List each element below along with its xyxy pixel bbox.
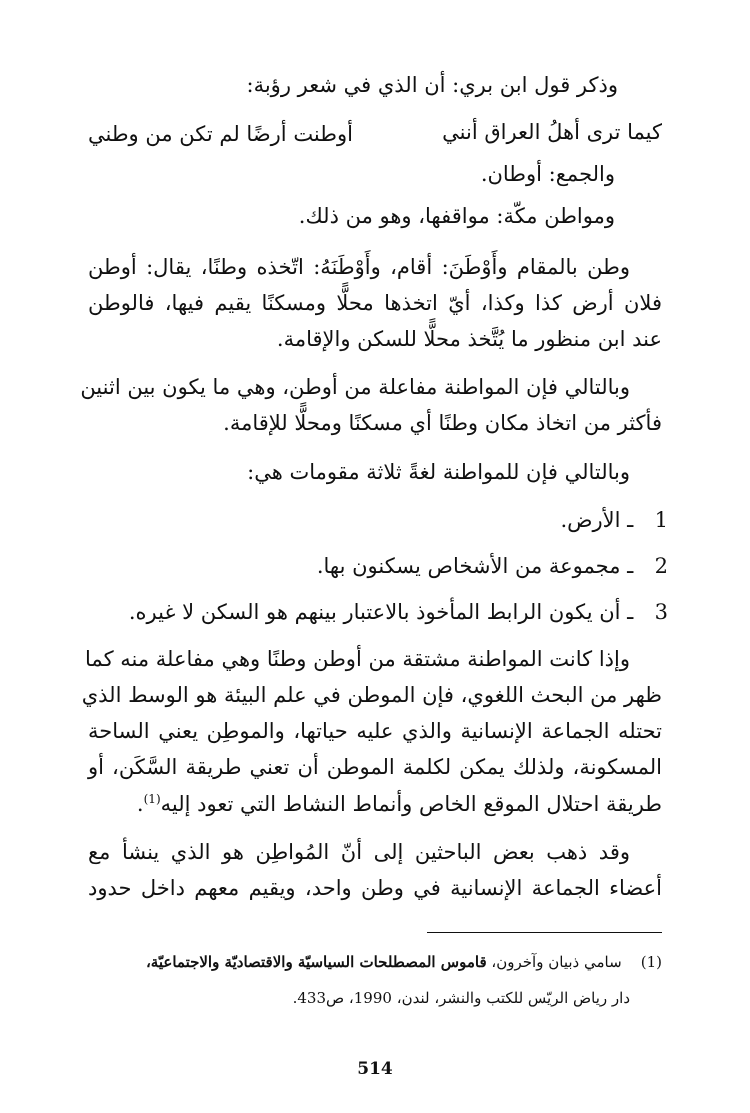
footnote-line: دار رياض الريّس للكتب والنشر، لندن، 1990، ص433. (292, 989, 630, 1007)
text-line: تحتله الجماعة الإنسانية والذي عليه حياتها، والموطِن يعني الساحة (88, 719, 662, 743)
page-number: 514 (357, 1059, 393, 1079)
text-line: وطن بالمقام وأَوْطَنَ: أقام، وأَوْطَنَهُ: اتّخذه وطنًا، يقال: أوطن (88, 255, 630, 279)
footnote-divider (427, 932, 662, 933)
list-text: ـ الأرض. (560, 508, 634, 532)
text-line: وذكر قول ابن بري: أن الذي في شعر رؤبة: (246, 73, 618, 97)
footnote-title: قاموس المصطلحات السياسيّة والاقتصاديّة والاجتماعيّة، (145, 953, 487, 971)
text-line (137, 793, 662, 815)
text-line: وبالتالي فإن للمواطنة لغةً ثلاثة مقومات هي: (247, 460, 630, 484)
list-text: ـ أن يكون الرابط المأخوذ بالاعتبار بينهم هو السكن لا غيره. (128, 600, 634, 624)
text-line: المسكونة، ولذلك يمكن لكلمة الموطن أن تعني طريقة السَّكَن، أو (88, 755, 662, 779)
text-line: عند ابن منظور ما يُتَّخذ محلًّا للسكن والإقامة. (276, 327, 662, 351)
footnote-number: (1) (640, 953, 662, 971)
text-line: فلان أرض كذا وكذا، أيّ اتخذها محلًّا ومسكنًا يقيم فيها، فالوطن (88, 291, 662, 315)
text-run: طريقة احتلال الموقع الخاص وأنماط النشاط التي تعود إليه (160, 792, 662, 816)
list-number: 1 (654, 508, 668, 532)
list-number: 2 (654, 554, 668, 578)
text-line: ظهر من البحث اللغوي، فإن الموطن في علم البيئة هو الوسط الذي (81, 683, 662, 707)
verse-hemistich-first: كيما ترى أهلُ العراق أنني (442, 120, 662, 144)
verse-hemistich-second: أوطنت أرضًا لم تكن من وطني (88, 122, 353, 146)
text-line: ومواطن مكّة: مواقفها، وهو من ذلك. (298, 204, 615, 228)
footnote-author: سامي ذبيان وآخرون، (491, 953, 622, 971)
text-line: والجمع: أوطان. (480, 162, 615, 186)
text-line: وبالتالي فإن المواطنة مفاعلة من أوطن، وهي ما يكون بين اثنين (80, 375, 630, 399)
list-item (317, 556, 668, 577)
text-line: أعضاء الجماعة الإنسانية في وطن واحد، ويقيم معهم داخل حدود (88, 876, 662, 900)
text-line: وقد ذهب بعض الباحثين إلى أنّ المُواطِن هو الذي ينشأ مع (88, 840, 630, 864)
list-text: ـ مجموعة من الأشخاص يسكنون بها. (316, 554, 634, 578)
list-item (560, 510, 668, 531)
list-item (129, 602, 668, 623)
text-line: وإذا كانت المواطنة مشتقة من أوطن وطنًا وهي مفاعلة منه كما (85, 647, 630, 671)
footnote-ref: (1) (143, 792, 161, 806)
list-number: 3 (654, 600, 668, 624)
text-line: فأكثر من اتخاذ مكان وطنًا أي مسكنًا ومحلًّا للإقامة. (223, 411, 662, 435)
text-run: . (136, 792, 144, 816)
footnote-line (146, 953, 662, 971)
